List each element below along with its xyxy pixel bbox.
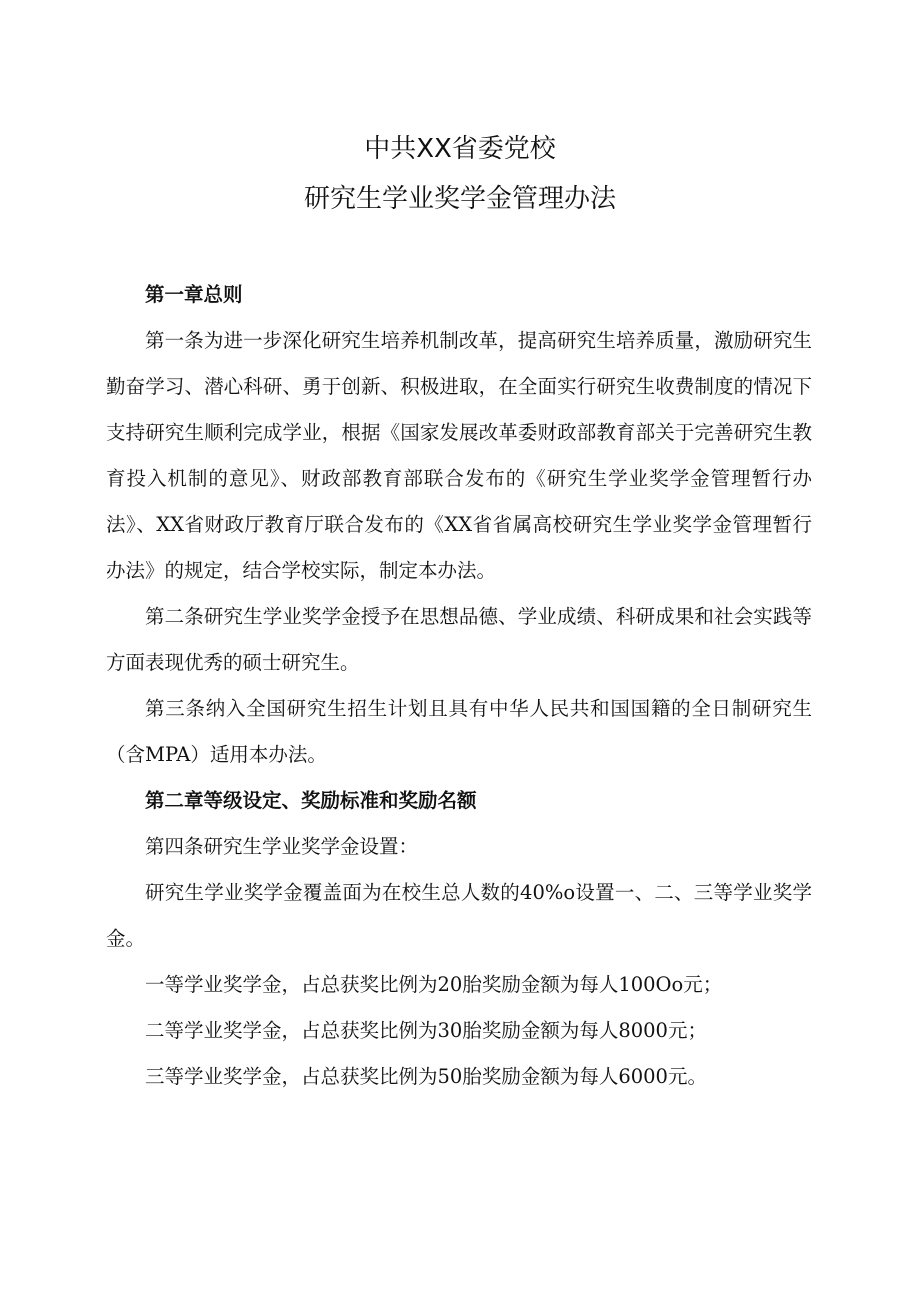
first-class-scholarship: 一等学业奖学金，占总获奖比例为20胎奖励金额为每人100Oo元；	[145, 973, 723, 996]
chapter2-heading: 第二章等级设定、奖励标准和奖励名额	[145, 789, 477, 812]
third-class-scholarship: 三等学业奖学金，占总获奖比例为50胎奖励金额为每人6000元。	[145, 1065, 707, 1088]
document-title-line1: 中共XX省委党校	[364, 134, 556, 164]
document-body	[106, 272, 812, 1100]
article-2: 第二条研究生学业奖学金授予在思想品德、学业成绩、科研成果和社会实践等方面表现优秀的硕士研究生。	[106, 605, 812, 674]
article-4: 第四条研究生学业奖学金设置：	[145, 835, 419, 858]
second-class-scholarship: 二等学业奖学金，占总获奖比例为30胎奖励金额为每人8000元；	[145, 1019, 707, 1042]
article-4-detail: 研究生学业奖学金覆盖面为在校生总人数的40%o设置一、二、三等学业奖学金。	[106, 881, 812, 950]
document-title-line2: 研究生学业奖学金管理办法	[303, 184, 616, 214]
article-3: 第三条纳入全国研究生招生计划且具有中华人民共和国国籍的全日制研究生（含MPA）适用本办法。	[106, 697, 812, 766]
article-1: 第一条为进一步深化研究生培养机制改革，提高研究生培养质量，激励研究生勤奋学习、潜心科研、勇于创新、积极进取，在全面实行研究生收费制度的情况下支持研究生顺利完成学业，根据《国家发展改革委财政部教育部关于完善研究生教育投入机制的意见》、财政部教育部联合发布的《研究生学业奖学金管理暂行办法》、XX省财政厅教育厅联合发布的《XX省省属高校研究生学业奖学金管理暂行办法》的规定，结合学校实际，制定本办法。	[106, 329, 812, 582]
chapter1-heading: 第一章总则	[145, 283, 243, 306]
